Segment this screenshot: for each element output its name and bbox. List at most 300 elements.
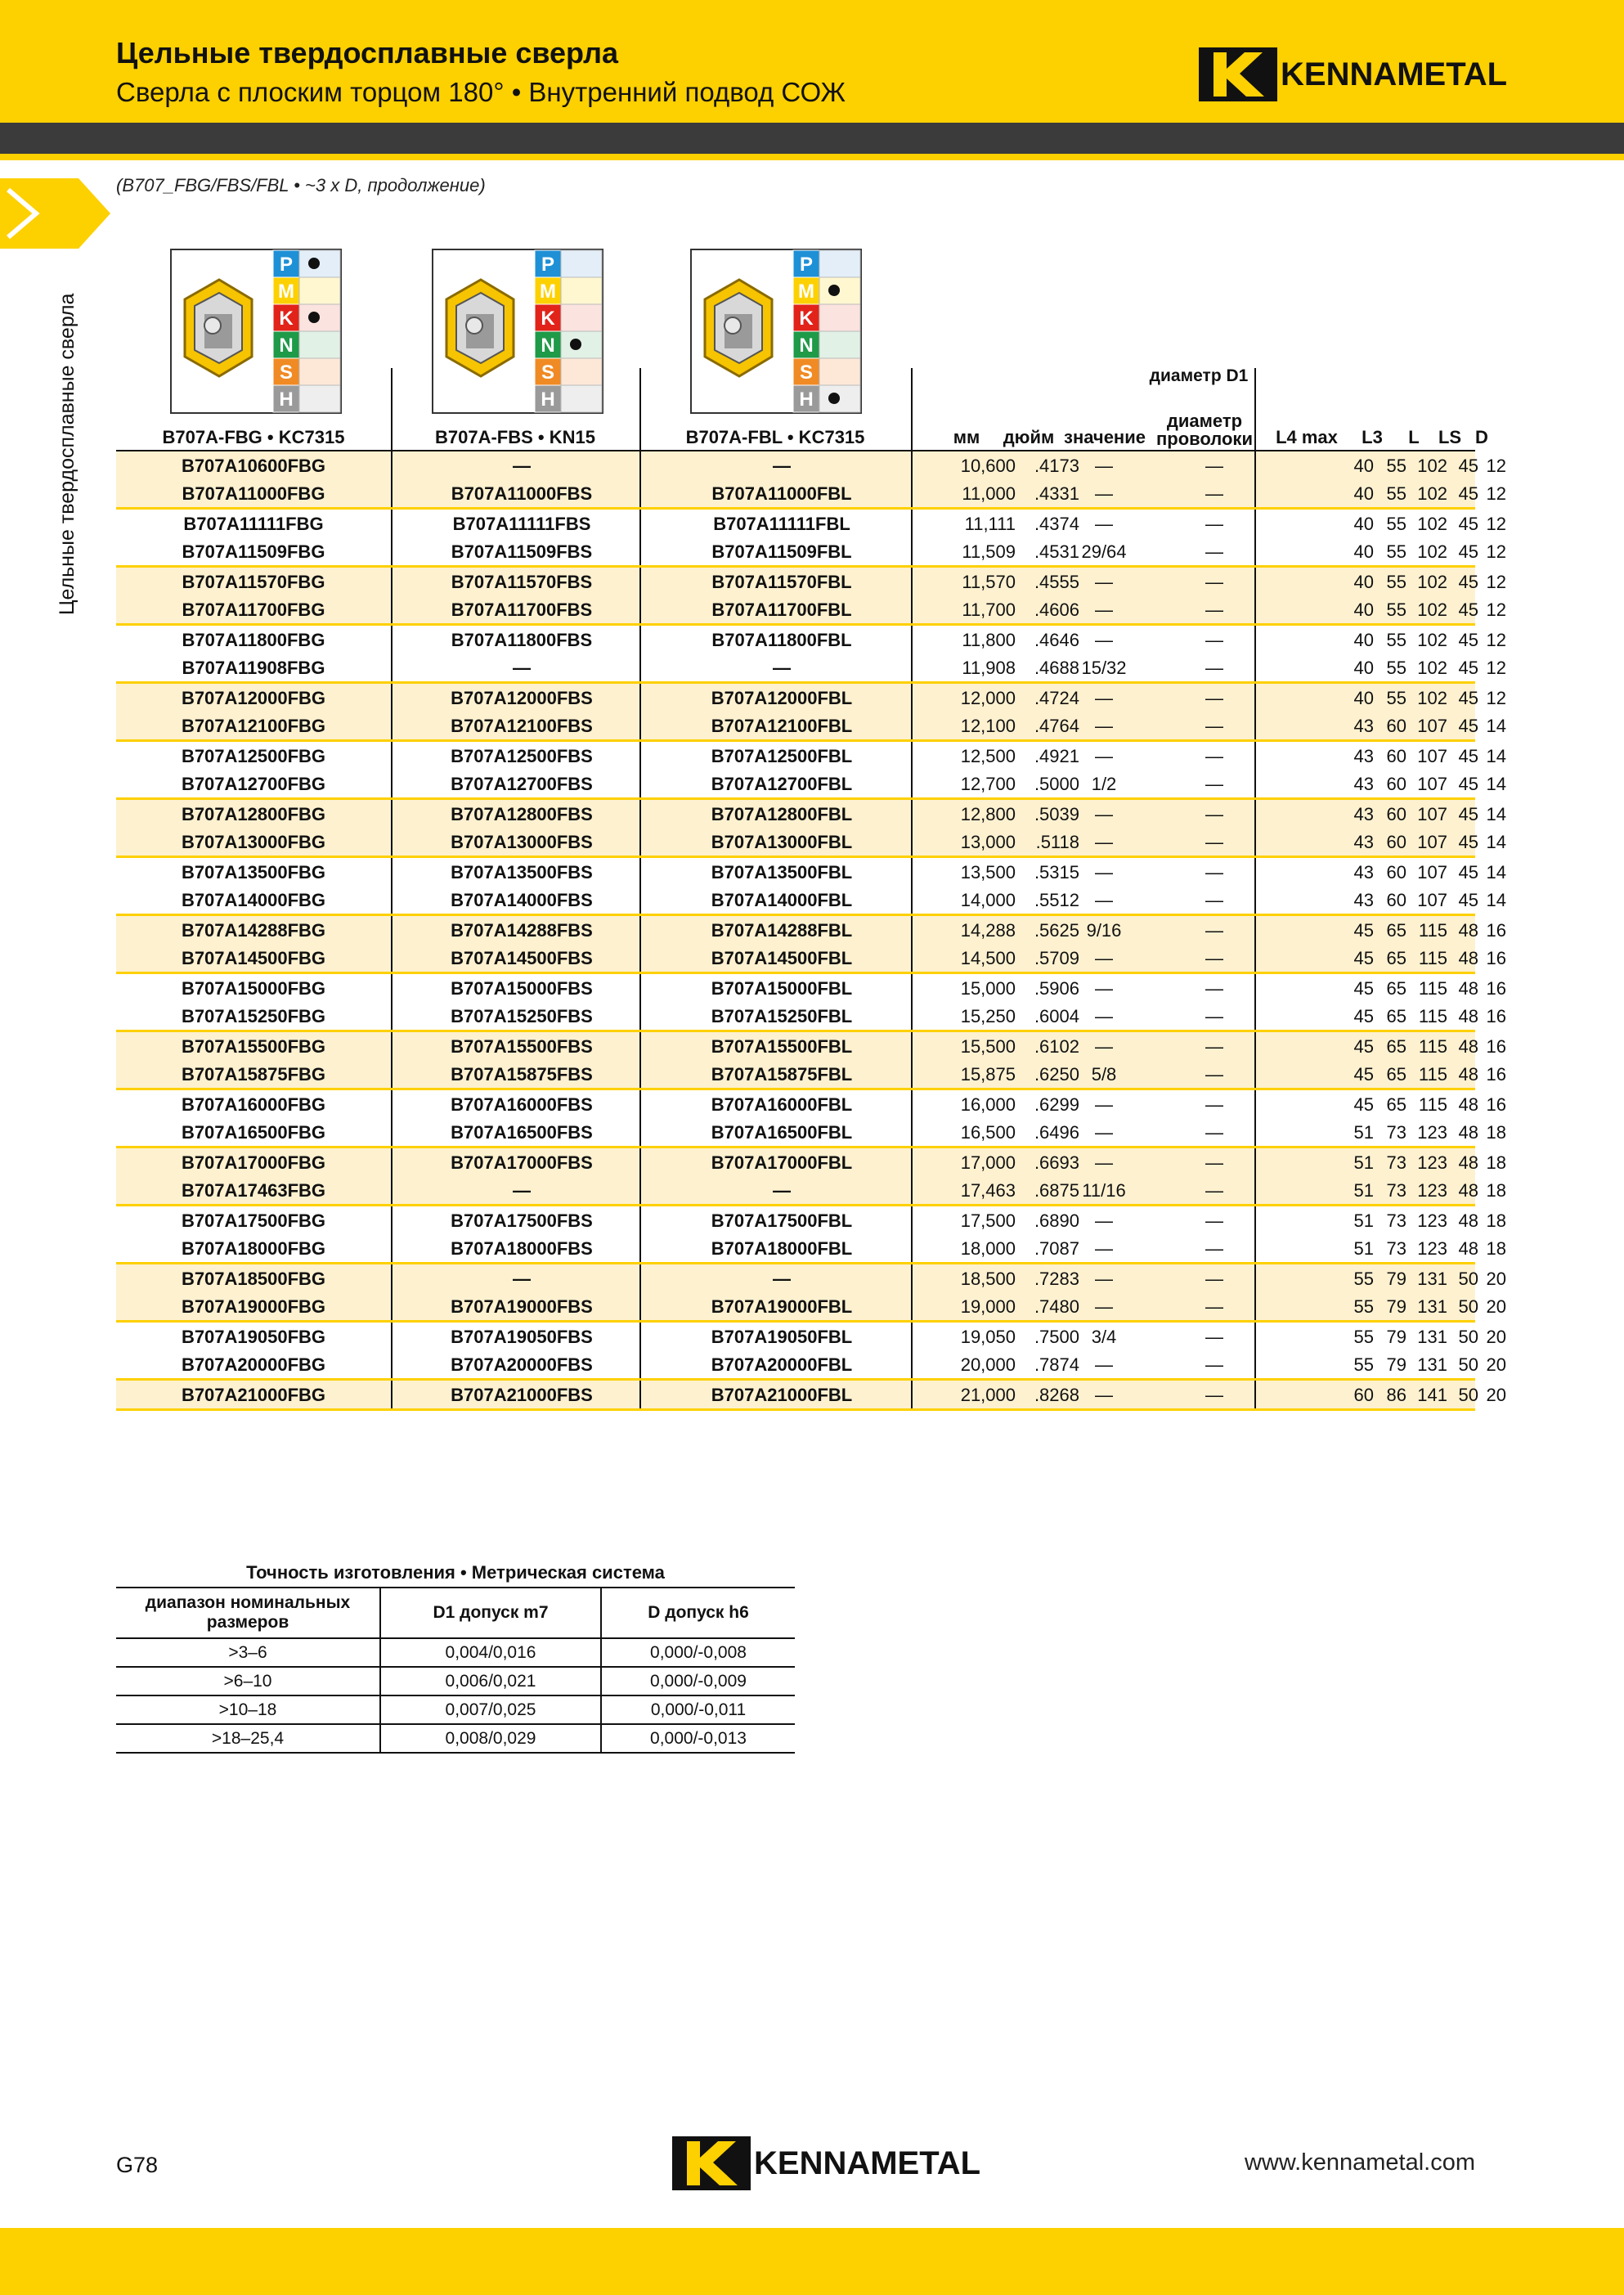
material-letter: H: [799, 388, 814, 411]
material-mark-cell: [299, 250, 340, 277]
row-group: [116, 510, 1506, 568]
cell-diameter-mm: 14,000: [960, 890, 1016, 910]
cell-diameter-mm: 15,250: [960, 1006, 1016, 1026]
material-letter: M: [540, 281, 556, 303]
cell-wire-gauge: —: [1205, 1036, 1223, 1057]
cell-fraction: —: [1095, 804, 1113, 824]
cell-fraction: —: [1095, 1094, 1113, 1115]
cell-fbs-code: B707A11000FBS: [451, 483, 593, 504]
cell-fbg-code: B707A11700FBG: [182, 600, 325, 620]
row-group: [116, 1032, 1506, 1090]
table-row: [116, 1264, 1506, 1292]
cell-fbl-code: B707A11000FBL: [711, 483, 852, 504]
cell-d: 14: [1486, 862, 1506, 883]
cell-fbl-code: B707A21000FBL: [711, 1385, 853, 1405]
cell-diameter-inch: .6004: [1034, 1006, 1079, 1026]
table-row: [116, 858, 1506, 886]
cell-fraction: 3/4: [1091, 1327, 1117, 1347]
material-mark-cell: [819, 277, 860, 304]
cell-ls: 45: [1458, 716, 1478, 736]
cell-diameter-mm: 13,500: [960, 862, 1016, 883]
cell-fbs-code: B707A11570FBS: [451, 572, 593, 592]
cell-l: 123: [1417, 1180, 1447, 1201]
tolerance-d: 0,000/-0,013: [601, 1724, 795, 1753]
cell-ls: 50: [1458, 1296, 1478, 1317]
cell-diameter-inch: .6496: [1034, 1122, 1079, 1143]
cell-l4-max: 43: [1353, 716, 1374, 736]
row-group: [116, 742, 1506, 800]
cell-fbs-code: B707A11800FBS: [451, 630, 593, 650]
cell-d: 12: [1486, 600, 1506, 620]
material-letter: N: [799, 335, 814, 357]
tolerance-section: [116, 1559, 795, 1754]
cell-wire-gauge: —: [1205, 716, 1223, 736]
cell-fbs-code: B707A12700FBS: [451, 774, 593, 794]
cell-fbl-code: B707A15000FBL: [711, 978, 853, 999]
cell-diameter-inch: .6299: [1034, 1094, 1079, 1115]
cell-wire-gauge: —: [1205, 1210, 1223, 1231]
cell-fraction: —: [1095, 1238, 1113, 1259]
cell-diameter-inch: .4646: [1034, 630, 1079, 650]
cell-l4-max: 40: [1353, 688, 1374, 708]
cell-fbg-code: B707A18000FBG: [181, 1238, 326, 1259]
material-icons-row: [116, 245, 1475, 414]
cell-ls: 45: [1458, 541, 1478, 562]
cell-wire-gauge: —: [1205, 483, 1223, 504]
cell-l3: 55: [1386, 630, 1406, 650]
cell-fbs-code: B707A12000FBS: [451, 688, 593, 708]
cell-fraction: —: [1095, 483, 1113, 504]
workpiece-hex-icon: [185, 280, 252, 376]
cell-fbl-code: B707A12800FBL: [711, 804, 853, 824]
cell-fraction: —: [1095, 1385, 1113, 1405]
cell-diameter-mm: 16,500: [960, 1122, 1016, 1143]
cell-wire-gauge: —: [1205, 514, 1223, 534]
cell-fbl-code: B707A17500FBL: [711, 1210, 853, 1231]
cell-fbs-code: B707A19000FBS: [451, 1296, 593, 1317]
row-group: [116, 800, 1506, 858]
brand-name: KENNAMETAL: [754, 2145, 981, 2181]
column-rule: [391, 368, 393, 414]
cell-fraction: —: [1095, 862, 1113, 883]
cell-diameter-inch: .6102: [1034, 1036, 1079, 1057]
cell-fbl-code: B707A11570FBL: [711, 572, 852, 592]
cell-d: 18: [1486, 1180, 1506, 1201]
tolerance-row: [116, 1638, 795, 1667]
cell-ls: 45: [1458, 862, 1478, 883]
cell-fraction: —: [1095, 1036, 1113, 1057]
cell-d: 20: [1486, 1354, 1506, 1375]
table-row: [116, 1118, 1506, 1146]
cell-l3: 79: [1386, 1327, 1406, 1347]
cell-diameter-inch: .4606: [1034, 600, 1079, 620]
cell-l3: 65: [1386, 1094, 1406, 1115]
cell-l4-max: 51: [1353, 1152, 1374, 1173]
cell-l3: 55: [1386, 514, 1406, 534]
cell-fbg-code: B707A17000FBG: [181, 1152, 326, 1173]
cell-fbl-code: B707A19000FBL: [711, 1296, 853, 1317]
table-row: [116, 595, 1506, 623]
material-card-fbl: [690, 249, 862, 414]
cell-fbs-code: —: [513, 456, 531, 476]
header-band: [0, 123, 1624, 154]
cell-fraction: —: [1095, 572, 1113, 592]
cell-l3: 86: [1386, 1385, 1406, 1405]
cell-d: 12: [1486, 514, 1506, 534]
material-letter: N: [279, 335, 294, 357]
cell-l4-max: 60: [1353, 1385, 1374, 1405]
workpiece-hex-icon: [446, 280, 514, 376]
cell-ls: 48: [1458, 1094, 1478, 1115]
cell-fbs-code: B707A18000FBS: [451, 1238, 593, 1259]
cell-l4-max: 40: [1353, 600, 1374, 620]
cell-fbg-code: B707A13000FBG: [181, 832, 326, 852]
cell-fraction: —: [1095, 832, 1113, 852]
cell-wire-gauge: —: [1205, 630, 1223, 650]
cell-d: 14: [1486, 716, 1506, 736]
table-row: [116, 886, 1506, 914]
cell-l: 107: [1417, 716, 1447, 736]
cell-l: 102: [1417, 541, 1447, 562]
cell-ls: 48: [1458, 1238, 1478, 1259]
table-row: [116, 712, 1506, 739]
cell-l3: 65: [1386, 948, 1406, 968]
cell-l3: 79: [1386, 1296, 1406, 1317]
cell-diameter-mm: 21,000: [960, 1385, 1016, 1405]
kennametal-k-icon: [672, 2136, 751, 2190]
cell-d: 14: [1486, 774, 1506, 794]
cell-fbs-code: B707A21000FBS: [451, 1385, 593, 1405]
cell-l3: 60: [1386, 774, 1406, 794]
material-mark-cell: [819, 385, 860, 412]
table-row: [116, 1148, 1506, 1176]
cell-diameter-inch: .4374: [1034, 514, 1079, 534]
row-group: [116, 568, 1506, 626]
drill-table: [116, 245, 1506, 1411]
cell-ls: 45: [1458, 630, 1478, 650]
cell-d: 14: [1486, 832, 1506, 852]
cell-ls: 45: [1458, 483, 1478, 504]
cell-d: 14: [1486, 746, 1506, 766]
material-mark-cell: [819, 250, 860, 277]
table-row: [116, 742, 1506, 770]
header-stripe: [0, 154, 1624, 160]
cell-ls: 45: [1458, 774, 1478, 794]
suitability-dot-icon: [828, 285, 840, 296]
cell-fbg-code: B707A19000FBG: [181, 1296, 326, 1317]
tolerance-range: >3–6: [116, 1638, 380, 1667]
cell-l3: 73: [1386, 1152, 1406, 1173]
tolerance-row: [116, 1695, 795, 1724]
cell-ls: 45: [1458, 832, 1478, 852]
cell-fbl-code: B707A12100FBL: [711, 716, 853, 736]
material-letter: S: [541, 362, 555, 384]
cell-d: 12: [1486, 688, 1506, 708]
cell-d: 12: [1486, 456, 1506, 476]
row-group: [116, 858, 1506, 916]
table-row: [116, 770, 1506, 797]
cell-diameter-mm: 12,100: [960, 716, 1016, 736]
cell-diameter-mm: 11,111: [964, 514, 1016, 534]
cell-l3: 55: [1386, 688, 1406, 708]
cell-diameter-inch: .5709: [1034, 948, 1079, 968]
cell-fbg-code: B707A11000FBG: [182, 483, 325, 504]
cell-d: 20: [1486, 1385, 1506, 1405]
cell-fbs-code: B707A15000FBS: [451, 978, 593, 999]
cell-l: 115: [1418, 1064, 1447, 1085]
cell-l3: 79: [1386, 1354, 1406, 1375]
cell-fbs-code: B707A15875FBS: [451, 1064, 593, 1085]
cell-fbg-code: B707A15250FBG: [181, 1006, 326, 1026]
table-row: [116, 1206, 1506, 1234]
header-mm: мм: [953, 427, 980, 447]
cell-diameter-inch: .4173: [1034, 456, 1079, 476]
cell-ls: 45: [1458, 514, 1478, 534]
cell-fraction: —: [1095, 600, 1113, 620]
cell-l4-max: 40: [1353, 630, 1374, 650]
cell-fbl-code: B707A18000FBL: [711, 1238, 853, 1259]
material-letter: K: [279, 308, 294, 330]
cell-fbg-code: B707A17500FBG: [181, 1210, 326, 1231]
row-group: [116, 1090, 1506, 1148]
cell-l4-max: 55: [1353, 1354, 1374, 1375]
cell-fbl-code: B707A19050FBL: [711, 1327, 853, 1347]
cell-fbg-code: B707A12100FBG: [181, 716, 326, 736]
cell-fbl-code: B707A15875FBL: [711, 1064, 853, 1085]
header-d: D: [1475, 427, 1488, 447]
tolerance-range: >6–10: [116, 1667, 380, 1695]
cell-fraction: 5/8: [1091, 1064, 1117, 1085]
table-header-row: [116, 411, 1488, 451]
cell-diameter-inch: .7500: [1034, 1327, 1079, 1347]
workpiece-hex-icon: [705, 280, 772, 376]
cell-l4-max: 43: [1353, 774, 1374, 794]
row-group: [116, 1148, 1506, 1206]
table-row: [116, 974, 1506, 1002]
material-letter: N: [541, 335, 555, 357]
table-body: [116, 451, 1506, 1411]
cell-ls: 45: [1458, 456, 1478, 476]
cell-l4-max: 45: [1353, 978, 1374, 999]
cell-diameter-inch: .4688: [1034, 658, 1079, 678]
cell-diameter-mm: 15,875: [960, 1064, 1016, 1085]
cell-fbl-code: B707A14288FBL: [711, 920, 853, 941]
table-row: [116, 568, 1506, 595]
material-mark-cell: [561, 331, 602, 358]
material-mark-cell: [561, 385, 602, 412]
side-section-label: Цельные твердосплавные сверла: [56, 293, 79, 615]
table-row: [116, 1323, 1506, 1350]
cell-fbg-code: B707A14288FBG: [181, 920, 326, 941]
cell-l4-max: 51: [1353, 1210, 1374, 1231]
cell-diameter-mm: 11,700: [962, 600, 1016, 620]
cell-l: 115: [1418, 1036, 1447, 1057]
cell-fbg-code: B707A12700FBG: [181, 774, 326, 794]
cell-d: 16: [1486, 1094, 1506, 1115]
header-l: L: [1408, 427, 1420, 447]
table-row: [116, 800, 1506, 828]
cell-d: 18: [1486, 1152, 1506, 1173]
header-inch: дюйм: [1003, 427, 1055, 447]
cell-l4-max: 40: [1353, 658, 1374, 678]
cell-fbg-code: B707A15875FBG: [181, 1064, 326, 1085]
cell-fraction: —: [1095, 1296, 1113, 1317]
material-mark-cell: [299, 277, 340, 304]
cell-diameter-inch: .5000: [1034, 774, 1079, 794]
cell-fbg-code: B707A12500FBG: [181, 746, 326, 766]
cell-l3: 60: [1386, 832, 1406, 852]
cell-fbl-code: B707A12500FBL: [711, 746, 853, 766]
table-row: [116, 653, 1506, 681]
cell-diameter-inch: .4331: [1034, 483, 1079, 504]
suitability-dot-icon: [308, 258, 320, 269]
cell-l: 102: [1417, 600, 1447, 620]
table-row: [116, 479, 1506, 507]
cell-fraction: 1/2: [1091, 774, 1117, 794]
cell-l3: 55: [1386, 572, 1406, 592]
cell-l: 115: [1418, 1006, 1447, 1026]
tolerance-header-range: диапазон номинальных размеров: [116, 1588, 380, 1638]
header-fraction: значение: [1064, 427, 1146, 447]
cell-ls: 48: [1458, 920, 1478, 941]
cell-fbl-code: B707A11111FBL: [713, 514, 850, 534]
cell-fbl-code: —: [773, 1180, 791, 1201]
cell-l: 123: [1417, 1238, 1447, 1259]
table-row: [116, 1234, 1506, 1262]
cell-l: 102: [1417, 456, 1447, 476]
row-group: [116, 1323, 1506, 1381]
cell-diameter-inch: .5512: [1034, 890, 1079, 910]
suitability-dot-icon: [828, 393, 840, 404]
material-mark-cell: [561, 304, 602, 331]
cell-fraction: —: [1095, 978, 1113, 999]
cell-l3: 73: [1386, 1180, 1406, 1201]
cell-fbs-code: B707A17000FBS: [451, 1152, 593, 1173]
cell-l3: 65: [1386, 920, 1406, 941]
cell-fbl-code: B707A15250FBL: [711, 1006, 853, 1026]
cell-fbl-code: B707A13500FBL: [711, 862, 853, 883]
cell-diameter-mm: 12,800: [960, 804, 1016, 824]
cell-l3: 55: [1386, 483, 1406, 504]
cell-l4-max: 45: [1353, 1036, 1374, 1057]
cell-ls: 48: [1458, 1036, 1478, 1057]
header-l3: L3: [1362, 427, 1383, 447]
cell-fraction: 11/16: [1082, 1180, 1126, 1201]
cell-l: 102: [1417, 658, 1447, 678]
cell-l3: 55: [1386, 600, 1406, 620]
table-row: [116, 1176, 1506, 1204]
cell-l3: 65: [1386, 1064, 1406, 1085]
header-fbl: B707A-FBL • KC7315: [685, 427, 865, 447]
table-row: [116, 684, 1506, 712]
d1-group-header: диаметр D1: [1149, 366, 1249, 385]
cell-diameter-mm: 20,000: [960, 1354, 1016, 1375]
cell-ls: 48: [1458, 1064, 1478, 1085]
cell-l4-max: 45: [1353, 1006, 1374, 1026]
cell-diameter-mm: 17,000: [960, 1152, 1016, 1173]
tolerance-range: >18–25,4: [116, 1724, 380, 1753]
cell-diameter-mm: 12,000: [960, 688, 1016, 708]
cell-l: 115: [1418, 920, 1447, 941]
cell-diameter-mm: 12,500: [960, 746, 1016, 766]
tolerance-header-d: D допуск h6: [601, 1588, 795, 1638]
footer-band: [0, 2228, 1624, 2295]
cell-l: 107: [1417, 890, 1447, 910]
material-mark-cell: [561, 358, 602, 385]
cell-wire-gauge: —: [1205, 1269, 1223, 1289]
suitability-dot-icon: [308, 312, 320, 323]
cell-fbl-code: B707A14500FBL: [711, 948, 853, 968]
cell-l4-max: 51: [1353, 1180, 1374, 1201]
cell-fraction: —: [1095, 1152, 1113, 1173]
tolerance-d1: 0,006/0,021: [380, 1667, 601, 1695]
cell-wire-gauge: —: [1205, 1238, 1223, 1259]
cell-fbg-code: B707A11111FBG: [183, 514, 324, 534]
table-row: [116, 1090, 1506, 1118]
website-link[interactable]: www.kennametal.com: [1244, 2149, 1475, 2176]
cell-l4-max: 45: [1353, 1094, 1374, 1115]
material-letter: M: [798, 281, 814, 303]
tolerance-title: Точность изготовления • Метрическая система: [246, 1562, 665, 1583]
cell-diameter-inch: .4531: [1034, 541, 1079, 562]
cell-l4-max: 55: [1353, 1269, 1374, 1289]
cell-diameter-mm: 15,500: [960, 1036, 1016, 1057]
tolerance-range: >10–18: [116, 1695, 380, 1724]
cell-l4-max: 40: [1353, 483, 1374, 504]
cell-wire-gauge: —: [1205, 1094, 1223, 1115]
tolerance-d1: 0,008/0,029: [380, 1724, 601, 1753]
cell-l3: 55: [1386, 541, 1406, 562]
cell-d: 12: [1486, 572, 1506, 592]
brand-name: KENNAMETAL: [1281, 56, 1508, 92]
header-l4: L4 max: [1276, 427, 1338, 447]
cell-wire-gauge: —: [1205, 456, 1223, 476]
cell-diameter-inch: .7874: [1034, 1354, 1079, 1375]
cell-fbl-code: —: [773, 658, 791, 678]
cell-d: 16: [1486, 920, 1506, 941]
cell-fbs-code: B707A11111FBS: [452, 514, 591, 534]
cell-l: 102: [1417, 630, 1447, 650]
cell-l3: 65: [1386, 1036, 1406, 1057]
cell-d: 14: [1486, 804, 1506, 824]
cell-l4-max: 45: [1353, 948, 1374, 968]
cell-fbs-code: B707A17500FBS: [451, 1210, 593, 1231]
cell-l: 107: [1417, 804, 1447, 824]
cell-l3: 65: [1386, 978, 1406, 999]
table-row: [116, 1060, 1506, 1088]
row-group: [116, 1264, 1506, 1323]
cell-diameter-mm: 14,288: [960, 920, 1016, 941]
material-letter: H: [279, 388, 294, 411]
cell-wire-gauge: —: [1205, 804, 1223, 824]
cell-wire-gauge: —: [1205, 746, 1223, 766]
cell-fbl-code: B707A16000FBL: [711, 1094, 853, 1115]
cell-l3: 65: [1386, 1006, 1406, 1026]
material-mark-cell: [561, 250, 602, 277]
cell-d: 16: [1486, 948, 1506, 968]
cell-fbs-code: B707A15500FBS: [451, 1036, 593, 1057]
cell-wire-gauge: —: [1205, 1180, 1223, 1201]
material-mark-cell: [299, 331, 340, 358]
cell-l3: 60: [1386, 716, 1406, 736]
cell-wire-gauge: —: [1205, 774, 1223, 794]
cell-fbg-code: B707A14500FBG: [181, 948, 326, 968]
cell-l: 107: [1417, 832, 1447, 852]
cell-fbg-code: B707A18500FBG: [181, 1269, 326, 1289]
cell-l4-max: 43: [1353, 890, 1374, 910]
page-subtitle: Сверла с плоским торцом 180° • Внутренний подвод СОЖ: [116, 77, 846, 107]
cell-diameter-mm: 18,000: [960, 1238, 1016, 1259]
